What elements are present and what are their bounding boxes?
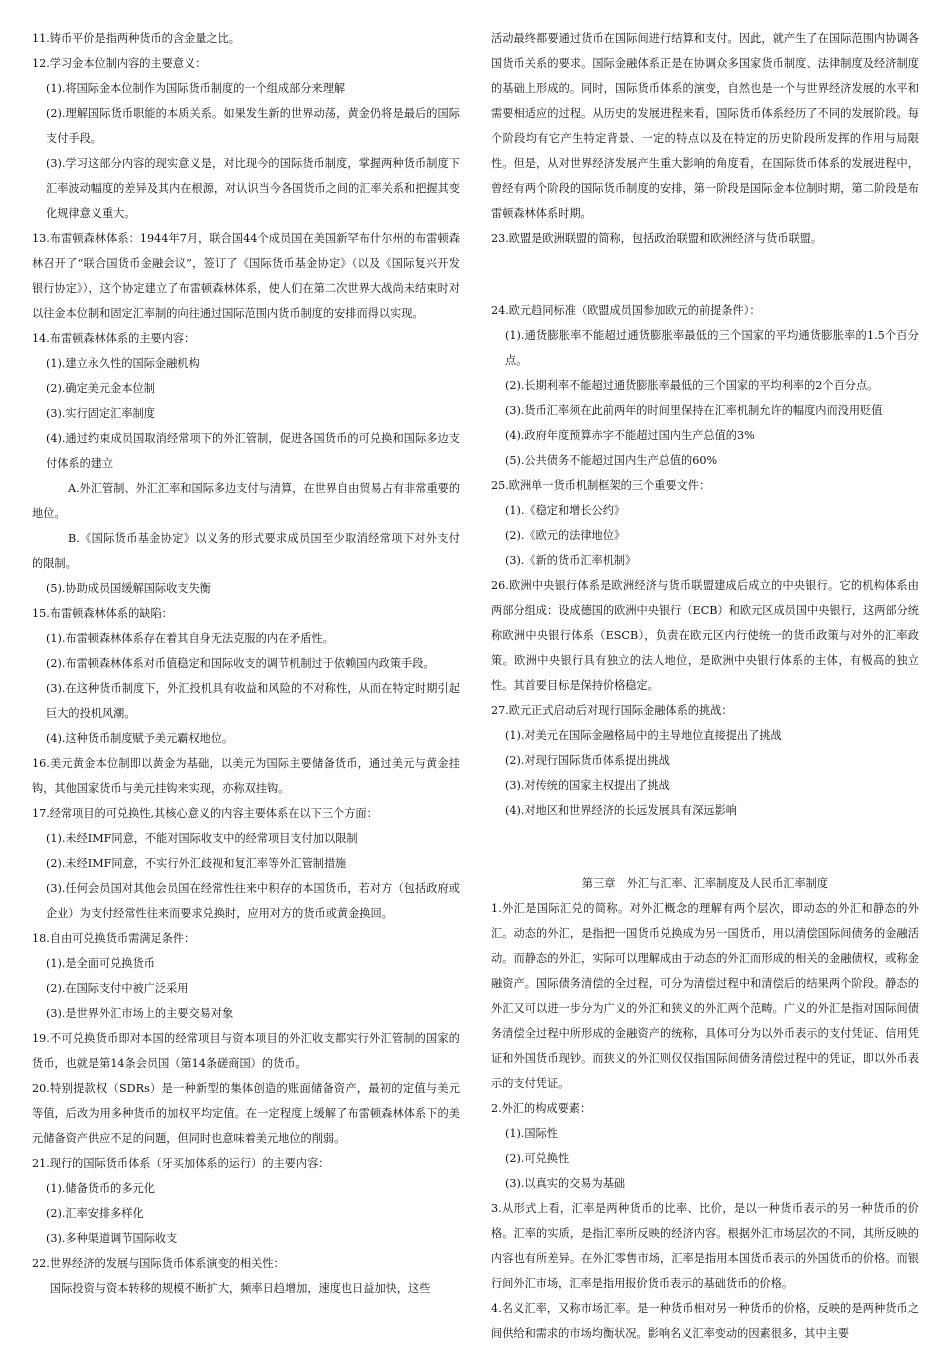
right-paragraph: 1.外汇是国际汇兑的简称。对外汇概念的理解有两个层次，即动态的外汇和静态的外汇。动态的外汇，是指把一国货币兑换成为另一国货币，用以清偿国际间债务的金融活动。而静态的外汇，实际可以理解成由于动态的外汇而形成的相关的金融债权，或称金融资产。国际债务清偿的全过程，可分为清偿过程中和清偿后的结果两个阶段。静态的外汇又可以进一步分为广义的外汇和狭义的外汇两个范畴。广义的外汇是指对国际间债务清偿全过程中所形成的金融资产的统称，具体可分为以外币表示的支付凭证、信用凭证和外国货币现钞。而狭义的外汇则仅仅指国际间债务清偿过程中的凭证，即以外币表示的支付凭证。 bbox=[491, 901, 919, 1090]
left-paragraph: 14.布雷顿森林体系的主要内容： bbox=[32, 332, 196, 345]
right-paragraph: 2.外汇的构成要素： bbox=[491, 1101, 592, 1115]
right-paragraph: 23.欧盟是欧洲联盟的简称，包括政治联盟和欧洲经济与货币联盟。 bbox=[491, 232, 823, 245]
left-paragraph: (1).未经IMF同意，不能对国际收支中的经常项目支付加以限制 bbox=[46, 832, 358, 845]
left-paragraph: (3).学习这部分内容的现实意义是，对比现今的国际货币制度，掌握两种货币制度下汇率波动幅度的差异及其内在根源，对认识当今各国货币之间的汇率关系和把握其变化规律意义重大。 bbox=[46, 157, 460, 220]
left-paragraph: 13.布雷顿森林体系：1944年7月，联合国44个成员国在美国新罕布什尔州的布雷顿森林召开了“联合国货币金融会议”，签订了《国际货币基金协定》（以及《国际复兴开发银行协定》），这个协定建立了布雷顿森林体系，使人们在第二次世界大战尚未结束时对以往金本位制和固定汇率制的向往通过国际范围内货币制度的安排而得以实现。 bbox=[32, 232, 460, 320]
right-paragraph: (2).长期利率不能超过通货膨胀率最低的三个国家的平均利率的2个百分点。 bbox=[505, 379, 879, 393]
chapter-heading: 第三章 外汇与汇率、汇率制度及人民币汇率制度 bbox=[581, 876, 829, 890]
left-paragraph: (4).这种货币制度赋予美元霸权地位。 bbox=[46, 732, 234, 745]
left-paragraph: (1).储备货币的多元化 bbox=[46, 1182, 155, 1195]
left-paragraph: (4).通过约束成员国取消经常项下的外汇管制，促进各国货币的可兑换和国际多边支付体系的建立 bbox=[46, 432, 460, 470]
right-paragraph: (4).政府年度预算赤字不能超过国内生产总值的3% bbox=[505, 429, 755, 443]
left-paragraph: B.《国际货币基金协定》以义务的形式要求成员国至少取消经常项下对外支付的限制。 bbox=[32, 532, 460, 570]
left-paragraph: 16.美元黄金本位制即以黄金为基础，以美元为国际主要储备货币，通过美元与黄金挂钩，其他国家货币与美元挂钩来实现，亦称双挂钩。 bbox=[32, 757, 460, 795]
left-paragraph: 21.现行的国际货币体系（牙买加体系的运行）的主要内容： bbox=[32, 1157, 330, 1170]
left-paragraph: (1).将国际金本位制作为国际货币制度的一个组成部分来理解 bbox=[46, 82, 346, 95]
left-paragraph: (1).建立永久性的国际金融机构 bbox=[46, 357, 200, 370]
left-paragraph: (3).在这种货币制度下，外汇投机具有收益和风险的不对称性，从而在特定时期引起巨大的投机风潮。 bbox=[46, 682, 460, 720]
right-paragraph: 3.从形式上看，汇率是两种货币的比率、比价，是以一种货币表示的另一种货币的价格。汇率的实质，是指汇率所反映的经济内容。根据外汇市场层次的不同，其所反映的内容也有所差异。在外汇零售市场，汇率是指用本国货币表示的外国货币的价格。而银行间外汇市场，汇率是指用报价货币表示的基础货币的价格。 bbox=[491, 1201, 919, 1290]
left-paragraph: A.外汇管制、外汇汇率和国际多边支付与清算，在世界自由贸易占有非常重要的地位。 bbox=[32, 482, 461, 520]
left-paragraph: (5).协助成员国缓解国际收支失衡 bbox=[46, 582, 211, 595]
left-paragraph: (2).布雷顿森林体系对币值稳定和国际收支的调节机制过于依赖国内政策手段。 bbox=[46, 657, 435, 670]
left-paragraph: (1).布雷顿森林体系存在着其自身无法克服的内在矛盾性。 bbox=[46, 632, 334, 645]
right-paragraph: 25.欧洲单一货币机制框架的三个重要文件： bbox=[491, 479, 711, 493]
right-paragraph: (2).可兑换性 bbox=[505, 1151, 570, 1165]
right-paragraph: 4.名义汇率，又称市场汇率。是一种货币相对另一种货币的价格，反映的是两种货币之间供给和需求的市场均衡状况。影响名义汇率变动的因素很多，其中主要 bbox=[491, 1301, 919, 1340]
right-paragraph: (2).对现行国际货币体系提出挑战 bbox=[505, 754, 670, 768]
right-column bbox=[491, 26, 919, 1346]
right-paragraph: (1).《稳定和增长公约》 bbox=[505, 504, 626, 518]
left-paragraph: 11.铸币平价是指两种货币的含金量之比。 bbox=[32, 32, 240, 45]
left-paragraph: 20.特别提款权（SDRs）是一种新型的集体创造的账面储备资产，最初的定值与美元等值，后改为用多种货币的加权平均定值。在一定程度上缓解了布雷顿森林体系下的美元储备资产供应不足的问题，但同时也意味着美元地位的削弱。 bbox=[32, 1082, 460, 1145]
left-paragraph: (2).理解国际货币职能的本质关系。如果发生新的世界动荡，黄金仍将是最后的国际支付手段。 bbox=[46, 107, 460, 145]
left-paragraph: (1).是全面可兑换货币 bbox=[46, 957, 155, 970]
left-paragraph: (2).汇率安排多样化 bbox=[46, 1207, 144, 1220]
left-paragraph: 12.学习金本位制内容的主要意义： bbox=[32, 57, 207, 70]
left-paragraph: 22.世界经济的发展与国际货币体系演变的相关性： bbox=[32, 1257, 285, 1270]
left-paragraph: 15.布雷顿森林体系的缺陷： bbox=[32, 607, 173, 620]
right-paragraph: (3).对传统的国家主权提出了挑战 bbox=[505, 779, 670, 793]
left-paragraph: (3).是世界外汇市场上的主要交易对象 bbox=[46, 1007, 234, 1020]
right-paragraph: (3).《新的货币汇率机制》 bbox=[505, 554, 637, 568]
right-paragraph: 27.欧元正式启动后对现行国际金融体系的挑战： bbox=[491, 704, 733, 718]
right-paragraph: (1).对美元在国际金融格局中的主导地位直接提出了挑战 bbox=[505, 729, 782, 743]
left-paragraph: 国际投资与资本转移的规模不断扩大，频率日趋增加，速度也日益加快，这些 bbox=[50, 1282, 431, 1295]
right-paragraph: (3).货币汇率须在此前两年的时间里保持在汇率机制允许的幅度内而没用贬值 bbox=[505, 404, 883, 418]
right-paragraph: (2).《欧元的法律地位》 bbox=[505, 529, 626, 543]
right-paragraph: 26.欧洲中央银行体系是欧洲经济与货币联盟建成后成立的中央银行。它的机构体系由两部分组成：设成德国的欧洲中央银行（ECB）和欧元区成员国中央银行，这两部分统称欧洲中央银行体系（ESCB），负责在欧元区内行使统一的货币政策与对外的汇率政策。欧洲中央银行具有独立的法人地位，是欧洲中央银行体系的主体，有极高的独立性。其首要目标是保持价格稳定。 bbox=[491, 579, 919, 693]
left-paragraph: 19.不可兑换货币即对本国的经常项目与资本项目的外汇收支都实行外汇管制的国家的货币，也就是第14条会员国（第14条磋商国）的货币。 bbox=[32, 1032, 460, 1070]
left-paragraph: (3).多种渠道调节国际收支 bbox=[46, 1232, 178, 1245]
left-paragraph: 17.经常项目的可兑换性,其核心意义的内容主要体系在以下三个方面： bbox=[32, 807, 378, 820]
right-paragraph: (5).公共债务不能超过国内生产总值的60% bbox=[505, 454, 718, 468]
left-paragraph: 18.自由可兑换货币需满足条件： bbox=[32, 932, 196, 945]
blank-line bbox=[491, 262, 919, 287]
right-paragraph: 24.欧元趋同标准（欧盟成员国参加欧元的前提条件）： bbox=[491, 304, 761, 318]
left-paragraph: (2).在国际支付中被广泛采用 bbox=[46, 982, 189, 995]
left-column bbox=[32, 26, 460, 1301]
right-paragraph: 活动最终都要通过货币在国际间进行结算和支付。因此，就产生了在国际范围内协调各国货币关系的要求。国际金融体系正是在协调众多国家货币制度、法律制度及经济制度的基础上形成的。同时，国际货币体系的演变，自然也是一个与世界经济发展的水平和需要相适应的过程。从历史的发展进程来看，国际货币体系经历了不同的发展阶段。每个阶段均有它产生特定背景、一定的特点以及在特定的历史阶段所发挥的作用与局限性。但是，从对世界经济发展产生重大影响的角度看，在国际货币体系的发展进程中，曾经有两个阶段的国际货币制度的安排，第一阶段是国际金本位制时期，第二阶段是布雷顿森林体系时期。 bbox=[491, 32, 919, 220]
blank-line bbox=[491, 835, 919, 860]
right-paragraph: (1).国际性 bbox=[505, 1126, 558, 1140]
left-paragraph: (3).任何会员国对其他会员国在经常性往来中积存的本国货币，若对方（包括政府或企业）为支付经常性往来而要求兑换时，应用对方的货币或黄金换回。 bbox=[46, 882, 460, 920]
right-paragraph: (4).对地区和世界经济的长远发展具有深远影响 bbox=[505, 804, 737, 818]
right-paragraph: (1).通货膨胀率不能超过通货膨胀率最低的三个国家的平均通货膨胀率的1.5个百分点。 bbox=[505, 329, 919, 368]
right-paragraph: (3).以真实的交易为基础 bbox=[505, 1176, 626, 1190]
left-paragraph: (2).确定美元金本位制 bbox=[46, 382, 155, 395]
left-paragraph: (3).实行固定汇率制度 bbox=[46, 407, 155, 420]
left-paragraph: (2).未经IMF同意，不实行外汇歧视和复汇率等外汇管制措施 bbox=[46, 857, 347, 870]
